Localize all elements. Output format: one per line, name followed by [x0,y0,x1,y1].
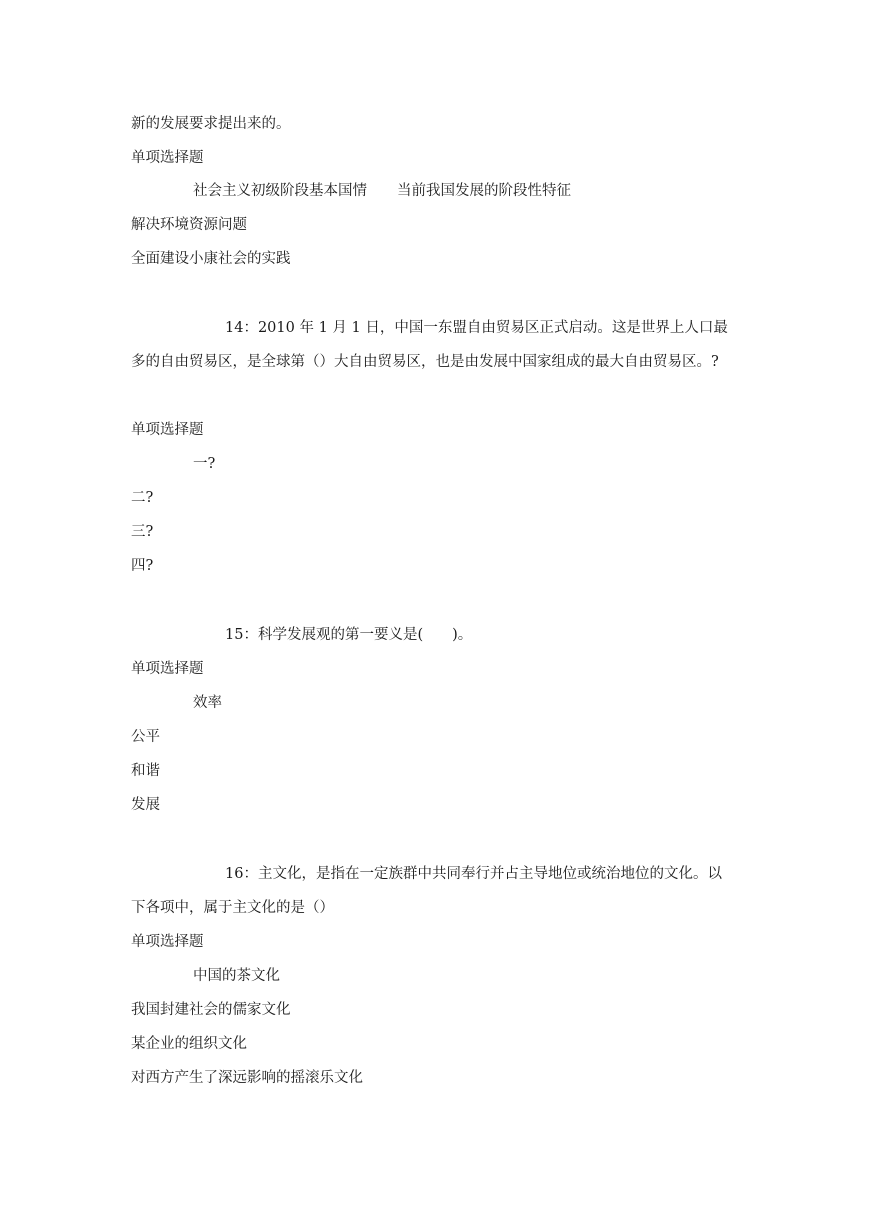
q14-type: 单项选择题 [131,422,204,438]
q14-option-c[interactable]: 三? [131,524,154,540]
prev-option-a[interactable]: 社会主义初级阶段基本国情 [193,183,367,199]
q15-option-c[interactable]: 和谐 [131,763,160,779]
prev-option-b[interactable]: 当前我国发展的阶段性特征 [397,183,571,199]
q16-text-line2: 下各项中，属于主文化的是（） [131,900,334,916]
q16-option-c[interactable]: 某企业的组织文化 [131,1036,247,1052]
prev-options-row [193,181,571,201]
q14-option-d[interactable]: 四? [131,558,154,574]
q15-text-line1: 15：科学发展观的第一要义是( )。 [225,627,473,643]
q15-type: 单项选择题 [131,661,204,677]
q15-option-a[interactable]: 效率 [193,695,222,711]
q16-type: 单项选择题 [131,934,204,950]
q15-option-d[interactable]: 发展 [131,797,160,813]
q14-text-line1: 14：2010 年 1 月 1 日，中国一东盟自由贸易区正式启动。这是世界上人口最 [225,320,728,336]
prev-question-tail: 新的发展要求提出来的。 [131,116,291,132]
prev-question-type: 单项选择题 [131,150,204,166]
prev-option-c[interactable]: 解决环境资源问题 [131,217,247,233]
q16-option-a[interactable]: 中国的茶文化 [193,968,280,984]
q15-option-b[interactable]: 公平 [131,729,160,745]
prev-option-d[interactable]: 全面建设小康社会的实践 [131,251,291,267]
q16-option-d[interactable]: 对西方产生了深远影响的摇滚乐文化 [131,1070,363,1086]
q14-option-b[interactable]: 二? [131,490,154,506]
q16-text-line1: 16：主文化，是指在一定族群中共同奉行并占主导地位或统治地位的文化。以 [225,866,722,882]
q16-option-b[interactable]: 我国封建社会的儒家文化 [131,1002,291,1018]
q14-option-a[interactable]: 一? [193,456,216,472]
q14-text-line2: 多的自由贸易区，是全球第（）大自由贸易区，也是由发展中国家组成的最大自由贸易区。? [131,354,719,370]
